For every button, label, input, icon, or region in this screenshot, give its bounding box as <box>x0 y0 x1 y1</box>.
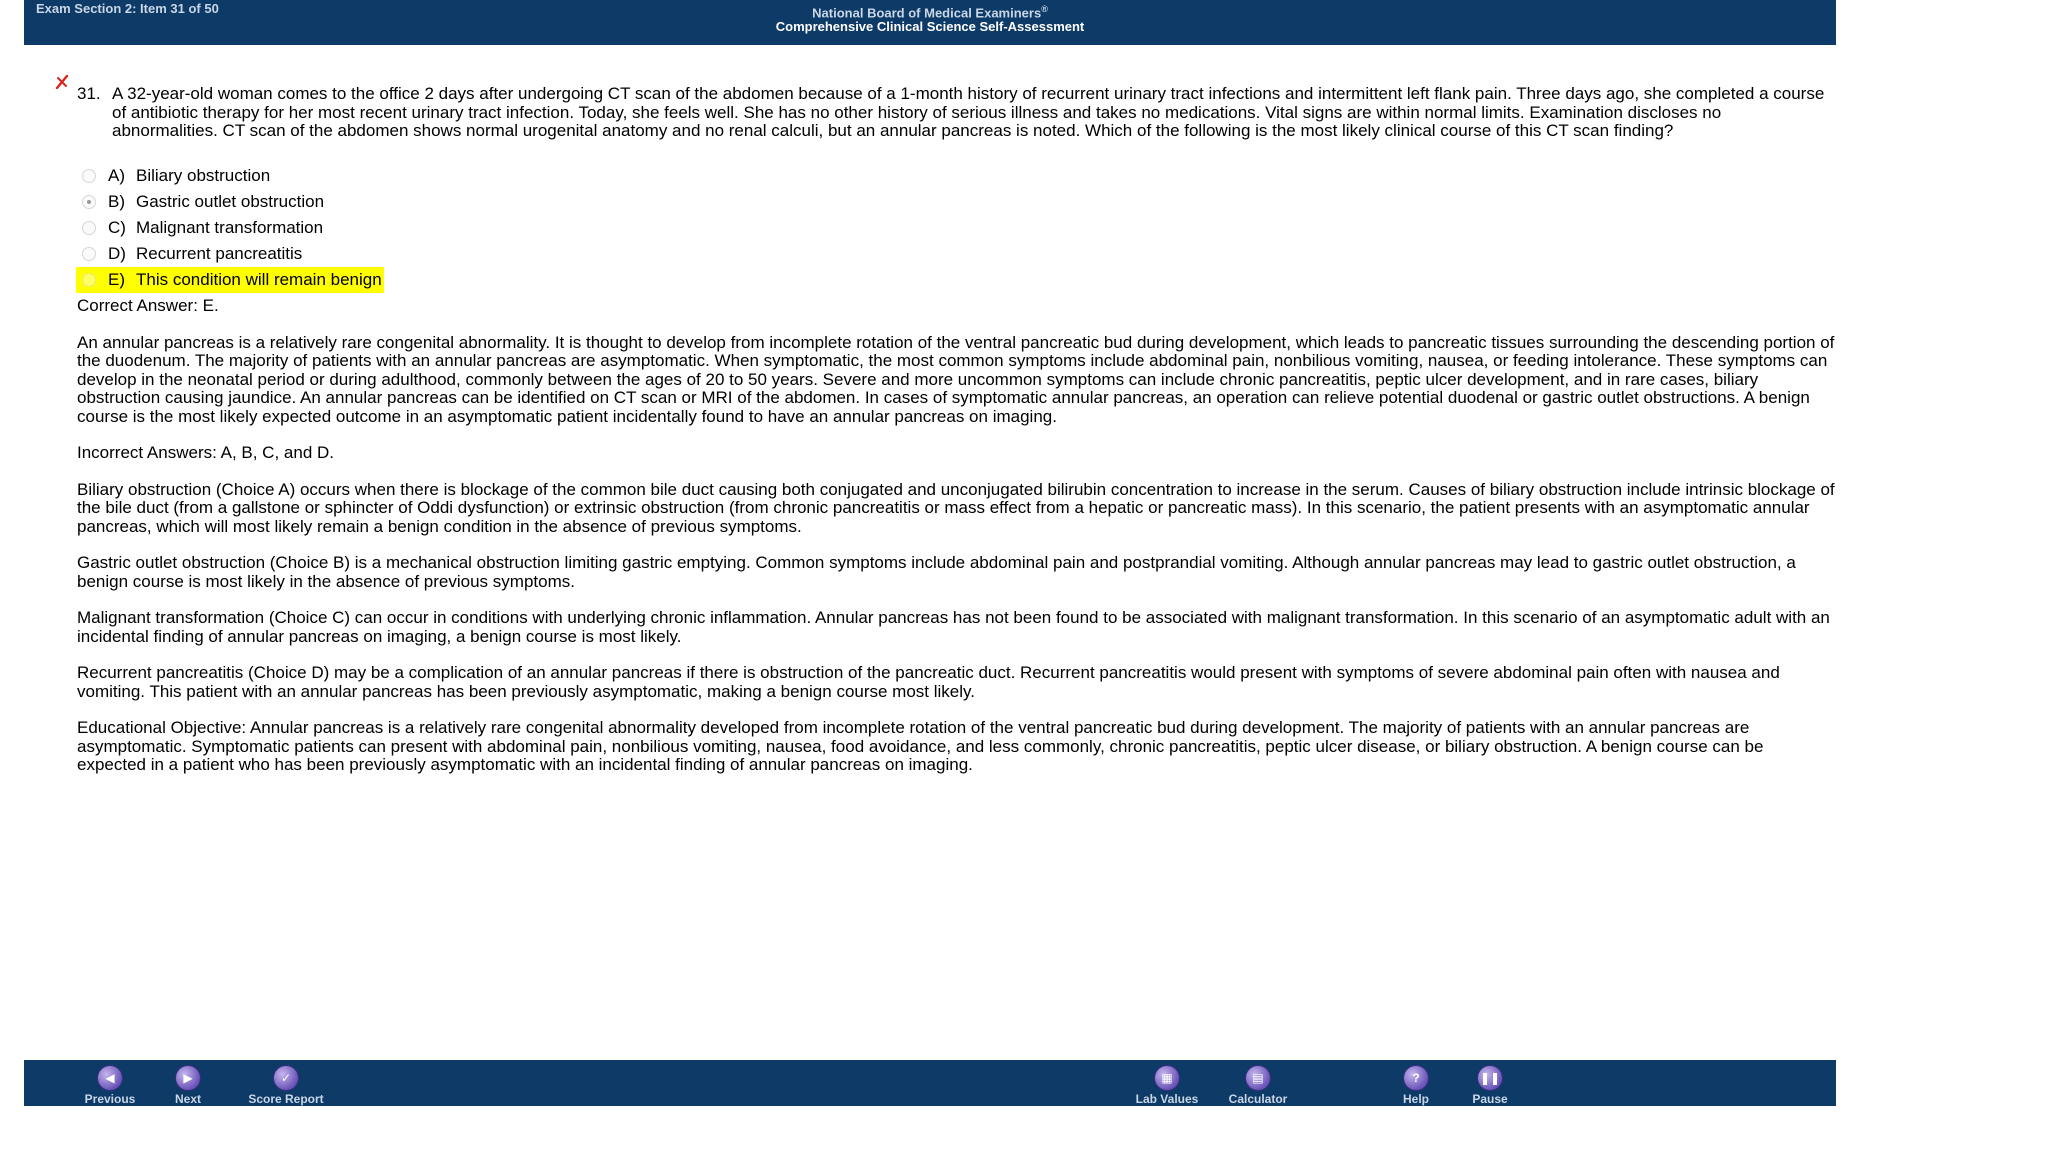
choice-letter: C) <box>108 217 126 237</box>
choice-text: Biliary obstruction <box>136 165 271 185</box>
calculator-button[interactable] <box>1218 1066 1298 1106</box>
question-text: A 32-year-old woman comes to the office 2 days after undergoing CT scan of the abdomen because of a 1-month history of recurrent urinary tract infections and intermittent left flank pain. Three days ago, she completed a course of antibiotic therapy for her most recent urinary tract infection. Today, she feels well. She has no other history of serious illness and takes no medications. Vital signs are within normal limits. Examination discloses no abnormalities. CT scan of the abdomen shows normal urogenital anatomy and no renal calculi, but an annular pancreas is noted. Which of the following is the most likely clinical course of this CT scan finding? <box>112 84 1825 140</box>
pause-button[interactable] <box>1450 1066 1530 1106</box>
choice-letter: E) <box>108 269 125 289</box>
question-stem <box>77 85 1827 141</box>
choice-letter: A) <box>108 165 125 185</box>
next-label: Next <box>174 1092 201 1106</box>
exam-title: Comprehensive Clinical Science Self-Assessment <box>775 19 1085 35</box>
choice-text: Malignant transformation <box>136 217 324 237</box>
header-bar <box>24 0 1836 45</box>
help-label: Help <box>1402 1092 1429 1106</box>
previous-label: Previous <box>84 1092 136 1106</box>
radio-button-selected[interactable] <box>82 195 96 209</box>
exam-item-counter: Exam Section 2: Item 31 of 50 <box>36 1 219 16</box>
answer-explanation <box>77 297 1837 793</box>
answer-choices <box>76 163 384 293</box>
choice-text: Recurrent pancreatitis <box>136 243 303 263</box>
previous-button[interactable] <box>70 1066 150 1106</box>
help-icon: ? <box>1404 1066 1428 1090</box>
org-name <box>24 2 1836 20</box>
checkmark-icon: ✓ <box>274 1066 298 1090</box>
pause-label: Pause <box>1472 1092 1508 1106</box>
score-report-label: Score Report <box>248 1092 324 1106</box>
arrow-left-icon: ◀ <box>98 1066 122 1090</box>
choice-b[interactable] <box>76 189 384 215</box>
score-report-button[interactable] <box>246 1066 326 1106</box>
radio-button[interactable] <box>82 247 96 261</box>
educational-objective: Educational Objective: Annular pancreas is a relatively rare congenital abnormality developed from incomplete rotation of the ventral pancreatic bud during development. The majority of patients with an annular pancreas are asymptomatic. Symptomatic patients can present with abdominal pain, nonbilious vomiting, nausea, food avoidance, and less commonly, chronic pancreatitis, peptic ulcer disease, or biliary obstruction. A benign course can be expected in a patient who has been previously asymptomatic with an incidental finding of annular pancreas on imaging. <box>77 718 1764 774</box>
choice-a[interactable] <box>76 163 384 189</box>
choice-b-explanation: Gastric outlet obstruction (Choice B) is a mechanical obstruction limiting gastric emptying. Common symptoms include abdominal pain and postprandial vomiting. Although annular pancreas may lead to gastric outlet obstruction, a benign course is most likely in the absence of previous symptoms. <box>77 553 1796 591</box>
arrow-right-icon: ▶ <box>176 1066 200 1090</box>
lab-values-button[interactable] <box>1127 1066 1207 1106</box>
choice-a-explanation: Biliary obstruction (Choice A) occurs when there is blockage of the common bile duct causing both conjugated and unconjugated bilirubin concentration to increase in the serum. Causes of biliary obstruction include intrinsic blockage of the bile duct (from a gallstone or sphincter of Oddi dysfunction) or extrinsic obstruction (from chronic pancreatitis or mass effect from a hepatic or pancreatic mass). In this scenario, the patient presents with an asymptomatic annular pancreas, which will most likely remain a benign condition in the absence of previous symptoms. <box>77 479 1835 536</box>
choice-text: Gastric outlet obstruction <box>136 191 325 211</box>
calculator-label: Calculator <box>1228 1092 1288 1106</box>
lab-values-icon: ▦ <box>1155 1066 1179 1090</box>
incorrect-answers-label: Incorrect Answers: A, B, C, and D. <box>77 443 334 462</box>
header-title-block <box>24 2 1836 34</box>
registered-mark: ® <box>1041 4 1048 14</box>
footer-toolbar <box>24 1060 1836 1106</box>
choice-d-explanation: Recurrent pancreatitis (Choice D) may be a complication of an annular pancreas if there is obstruction of the pancreatic duct. Recurrent pancreatitis would present with symptoms of severe abdominal pain often with nausea and vomiting. This patient with an annular pancreas has been previously asymptomatic, making a benign course most likely. <box>77 663 1780 701</box>
choice-d[interactable] <box>76 241 384 267</box>
choice-c-explanation: Malignant transformation (Choice C) can occur in conditions with underlying chronic inflammation. Annular pancreas has not been found to be associated with malignant transformation. In this scenario of an asymptomatic adult with an incidental finding of annular pancreas on imaging, a benign course is most likely. <box>77 608 1830 646</box>
correct-answer-label: Correct Answer: E. <box>77 296 219 315</box>
choice-letter: D) <box>108 243 126 263</box>
correct-answer-explanation: An annular pancreas is a relatively rare congenital abnormality. It is thought to develop from incomplete rotation of the ventral pancreatic bud during development, which leads to pancreatic tissues surrounding the descending portion of the duodenum. The majority of patients with an annular pancreas are asymptomatic. When symptomatic, the most common symptoms include abdominal pain, nonbilious vomiting, nausea, or feeding intolerance. These symptoms can develop in the neonatal period or during adulthood, commonly between the ages of 20 to 50 years. Severe and more uncommon symptoms can include chronic pancreatitis, peptic ulcer development, and in rare cases, biliary obstruction causing jaundice. An annular pancreas can be identified on CT scan or MRI of the abdomen. In cases of symptomatic annular pancreas, an operation can relieve potential duodenal or gastric outlet obstructions. A benign course is the most likely expected outcome in an asymptomatic patient incidentally found to have an annular pancreas on imaging. <box>77 332 1835 426</box>
choice-e-correct-highlighted[interactable] <box>76 267 384 293</box>
choice-c[interactable] <box>76 215 384 241</box>
org-name-text: National Board of Medical Examiners <box>812 5 1042 21</box>
radio-button[interactable] <box>82 169 96 183</box>
choice-letter: B) <box>108 191 125 211</box>
radio-button[interactable] <box>82 221 96 235</box>
help-button[interactable] <box>1376 1066 1456 1106</box>
red-x-mark-icon[interactable] <box>54 74 70 90</box>
lab-values-label: Lab Values <box>1135 1092 1199 1106</box>
choice-text: This condition will remain benign <box>136 269 382 289</box>
radio-button[interactable] <box>82 273 96 287</box>
calculator-icon: ▤ <box>1246 1066 1270 1090</box>
exam-window <box>24 0 1836 1106</box>
pause-icon: ❚❚ <box>1478 1066 1502 1090</box>
next-button[interactable] <box>148 1066 228 1106</box>
question-number: 31. <box>77 84 101 103</box>
